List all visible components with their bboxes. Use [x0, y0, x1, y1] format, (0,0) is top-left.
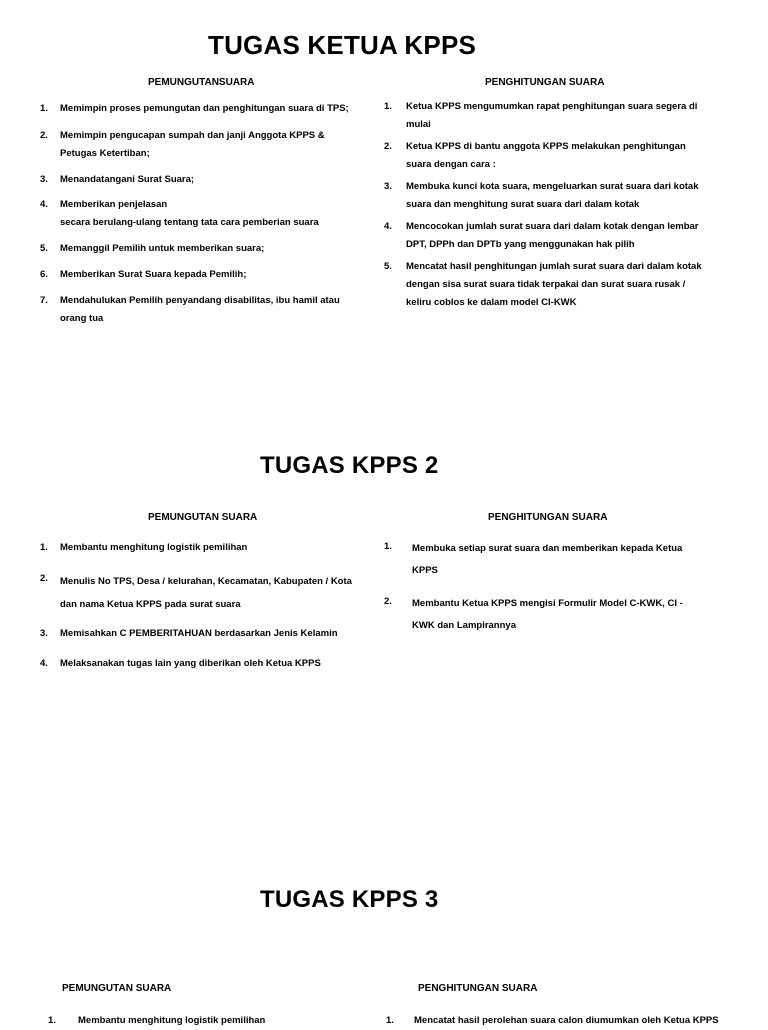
- section-title: TUGAS KETUA KPPS: [208, 30, 477, 60]
- column-heading-pemungutan: PEMUNGUTANSUARA: [148, 77, 255, 88]
- section-title: TUGAS KPPS 3: [260, 886, 439, 913]
- column-heading-penghitungan: PENGHITUNGAN SUARA: [418, 983, 538, 994]
- column-heading-penghitungan: PENGHITUNGAN SUARA: [488, 512, 608, 523]
- column-heading-penghitungan: PENGHITUNGAN SUARA: [485, 77, 605, 88]
- column-heading-pemungutan: PEMUNGUTAN SUARA: [148, 512, 258, 523]
- section-title: TUGAS KPPS 2: [260, 452, 439, 479]
- column-heading-pemungutan: PEMUNGUTAN SUARA: [62, 983, 172, 994]
